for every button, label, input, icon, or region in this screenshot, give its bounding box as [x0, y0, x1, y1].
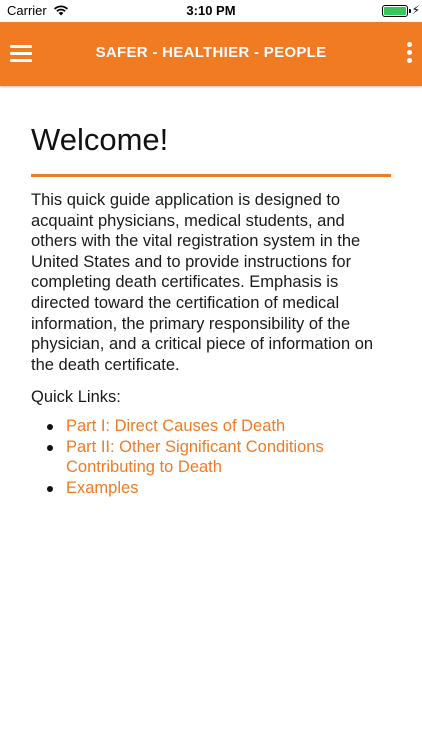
list-item: [66, 478, 393, 499]
link-examples[interactable]: Examples: [66, 478, 139, 497]
top-app-bar: [0, 22, 422, 86]
link-part-two[interactable]: Part II: Other Significant Conditions Contributing to Death: [66, 437, 324, 477]
clock-time: 3:10 PM: [186, 3, 236, 18]
status-bar: [0, 0, 422, 22]
app-title: SAFER - HEALTHIER - PEOPLE: [95, 44, 327, 61]
list-item: [66, 416, 393, 437]
charging-bolt-icon: ⚡: [411, 3, 420, 17]
main-content: [31, 120, 393, 498]
quick-links-list: [31, 416, 393, 498]
title-divider: [31, 174, 391, 177]
battery-icon: [382, 5, 408, 17]
list-item: [66, 437, 393, 478]
carrier-label: Carrier: [7, 3, 47, 18]
more-vertical-icon[interactable]: [405, 40, 413, 66]
quick-links-label: Quick Links:: [31, 388, 121, 407]
intro-paragraph: This quick guide application is designed to acquaint physicians, medical students, and others with the vital registration system in the United States and to provide instructions for completing death certificates. Emphasis is directed toward the certification of medical information, the primary responsibility of the physician, and a critical piece of information on the death certificate.: [31, 191, 374, 374]
link-part-one[interactable]: Part I: Direct Causes of Death: [66, 416, 286, 435]
page-title: Welcome!: [31, 122, 169, 157]
